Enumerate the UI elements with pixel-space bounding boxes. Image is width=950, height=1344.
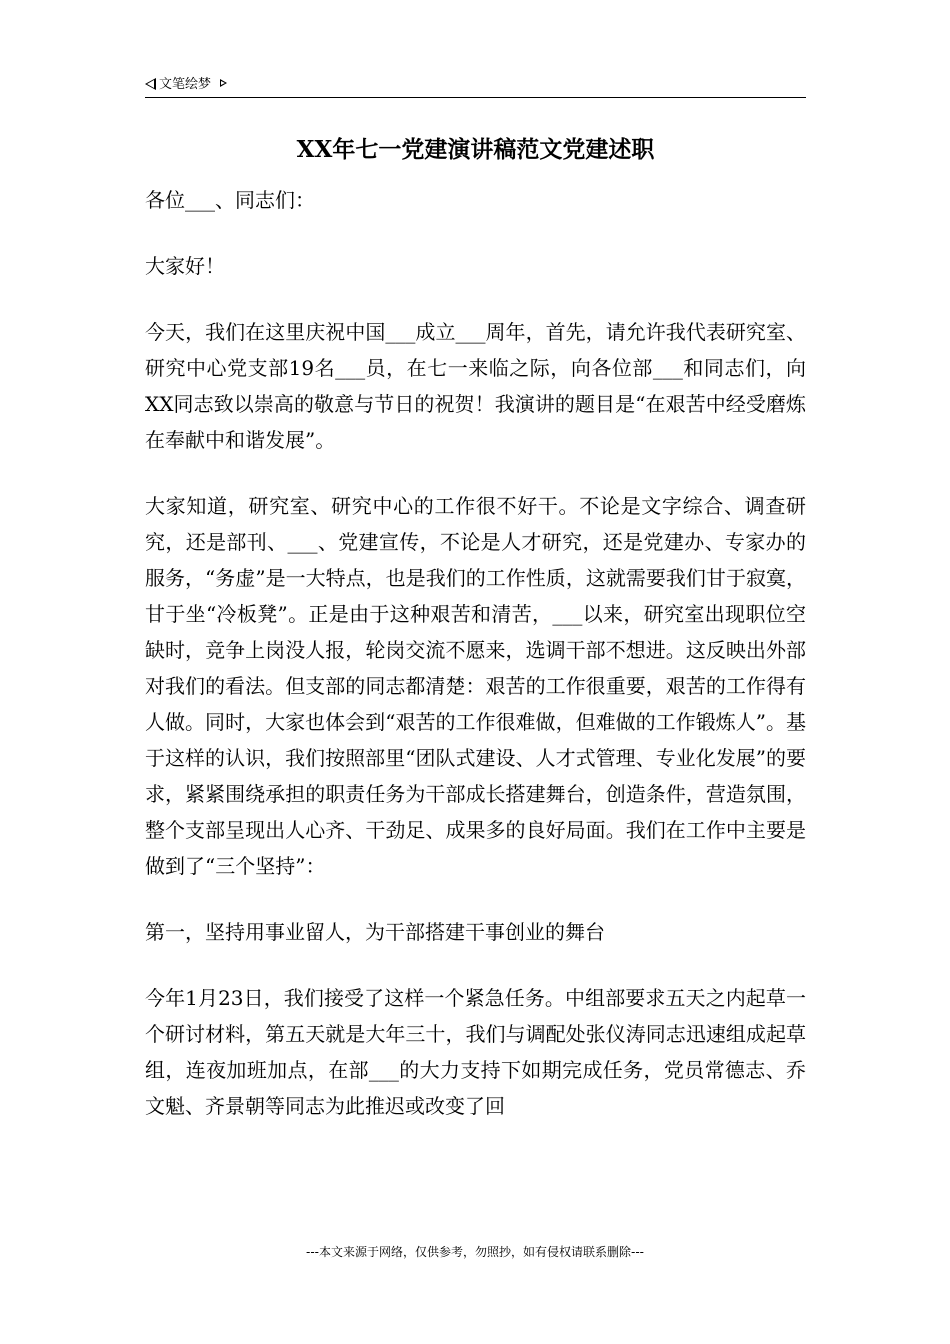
- paragraph-heading-first: 第一，坚持用事业留人，为干部搭建干事创业的舞台: [145, 920, 605, 944]
- paragraph-intro: 今天，我们在这里庆祝中国___成立___周年，首先，请允许我代表研究室、研究中心党支部19名___员，在七一来临之际，向各位部___和同志们，向XX同志致以崇高的敬意与节日的祝贺！我演讲的题目是“在艰苦中经受磨炼在奉献中和谐发展”。: [145, 320, 806, 452]
- paragraph-salutation: 各位___、同志们：: [145, 188, 315, 212]
- footer-notice: ---本文来源于网络，仅供参考，勿照抄，如有侵权请联系删除---: [306, 1245, 644, 1259]
- header-brand: 文笔绘梦: [159, 77, 212, 92]
- page-header: [145, 74, 806, 96]
- paragraph-example: 今年1月23日，我们接受了这样一个紧急任务。中组部要求五天之内起草一个研讨材料，第五天就是大年三十，我们与调配处张仪涛同志迅速组成起草组，连夜加班加点，在部___的大力支持下如期完成任务，党员常德志、乔文魁、齐景朝等同志为此推迟或改变了回: [145, 986, 806, 1118]
- paragraph-background: 大家知道，研究室、研究中心的工作很不好干。不论是文字综合、调查研究，还是部刊、___、党建宣传，不论是人才研究，还是党建办、专家办的服务，“务虚”是一大特点，也是我们的工作性质，这就需要我们甘于寂寞，甘于坐“冷板凳”。正是由于这种艰苦和清苦，___以来，研究室出现职位空缺时，竞争上岗没人报，轮岗交流不愿来，选调干部不想进。这反映出外部对我们的看法。但支部的同志都清楚：艰苦的工作很重要，艰苦的工作得有人做。同时，大家也体会到“艰苦的工作很难做，但难做的工作锻炼人”。基于这样的认识，我们按照部里“团队式建设、人才式管理、专业化发展”的要求，紧紧围绕承担的职责任务为干部成长搭建舞台，创造条件，营造氛围，整个支部呈现出人心齐、干劲足、成果多的良好局面。我们在工作中主要是做到了“三个坚持”：: [145, 494, 806, 878]
- header-rule: [145, 97, 806, 98]
- paragraph-greeting: 大家好！: [145, 254, 225, 278]
- document-title: XX年七一党建演讲稿范文党建述职: [296, 136, 655, 163]
- triangle-right-icon: [220, 79, 227, 87]
- triangle-left-icon: [145, 78, 156, 90]
- document-body: [145, 182, 806, 1154]
